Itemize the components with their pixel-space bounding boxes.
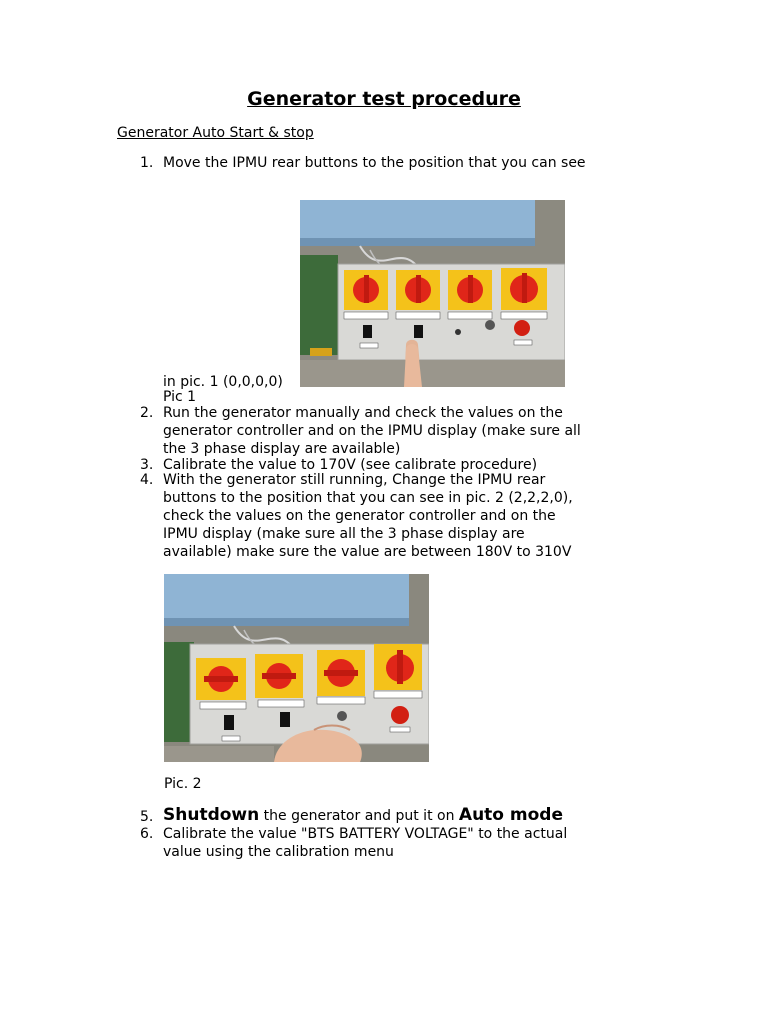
step-4-line-3: check the values on the generator controller and on the (163, 508, 556, 524)
step-2-line-3: the 3 phase display are available) (163, 441, 401, 457)
step-4-line-2: buttons to the position that you can see in pic. 2 (2,2,2,0), (163, 490, 573, 506)
document-title: Generator test procedure (247, 88, 521, 110)
pic-2-caption: Pic. 2 (164, 776, 202, 792)
pic-1-caption: Pic 1 (163, 389, 197, 405)
step-1-line-2: in pic. 1 (0,0,0,0) (163, 374, 283, 390)
step-4-line-4: IPMU display (make sure all the 3 phase display are (163, 526, 525, 542)
step-3-number: 3. (140, 457, 154, 473)
step-2-line-2: generator controller and on the IPMU display (make sure all (163, 423, 581, 439)
step-5-bold-shutdown: Shutdown (163, 805, 260, 825)
step-6-number: 6. (140, 826, 154, 842)
step-5-line (163, 806, 563, 825)
section-subtitle: Generator Auto Start & stop (117, 125, 314, 141)
step-6-line-2: value using the calibration menu (163, 844, 394, 860)
step-4-line-1: With the generator still running, Change the IPMU rear (163, 472, 546, 488)
step-4-number: 4. (140, 472, 154, 488)
step-1-number: 1. (140, 155, 154, 171)
step-2-number: 2. (140, 405, 154, 421)
step-5-number: 5. (140, 809, 154, 825)
pic-1-photo (300, 200, 565, 387)
step-5-bold-auto-mode: Auto mode (458, 805, 563, 825)
step-6-line-1: Calibrate the value "BTS BATTERY VOLTAGE" to the actual (163, 826, 568, 842)
step-1-line-1: Move the IPMU rear buttons to the position that you can see (163, 155, 586, 171)
step-5-mid-text: the generator and put it on (259, 808, 459, 824)
pic-2-photo (164, 574, 429, 762)
step-2-line-1: Run the generator manually and check the values on the (163, 405, 563, 421)
step-3-line: Calibrate the value to 170V (see calibrate procedure) (163, 457, 538, 473)
step-4-line-5: available) make sure the value are between 180V to 310V (163, 544, 572, 560)
